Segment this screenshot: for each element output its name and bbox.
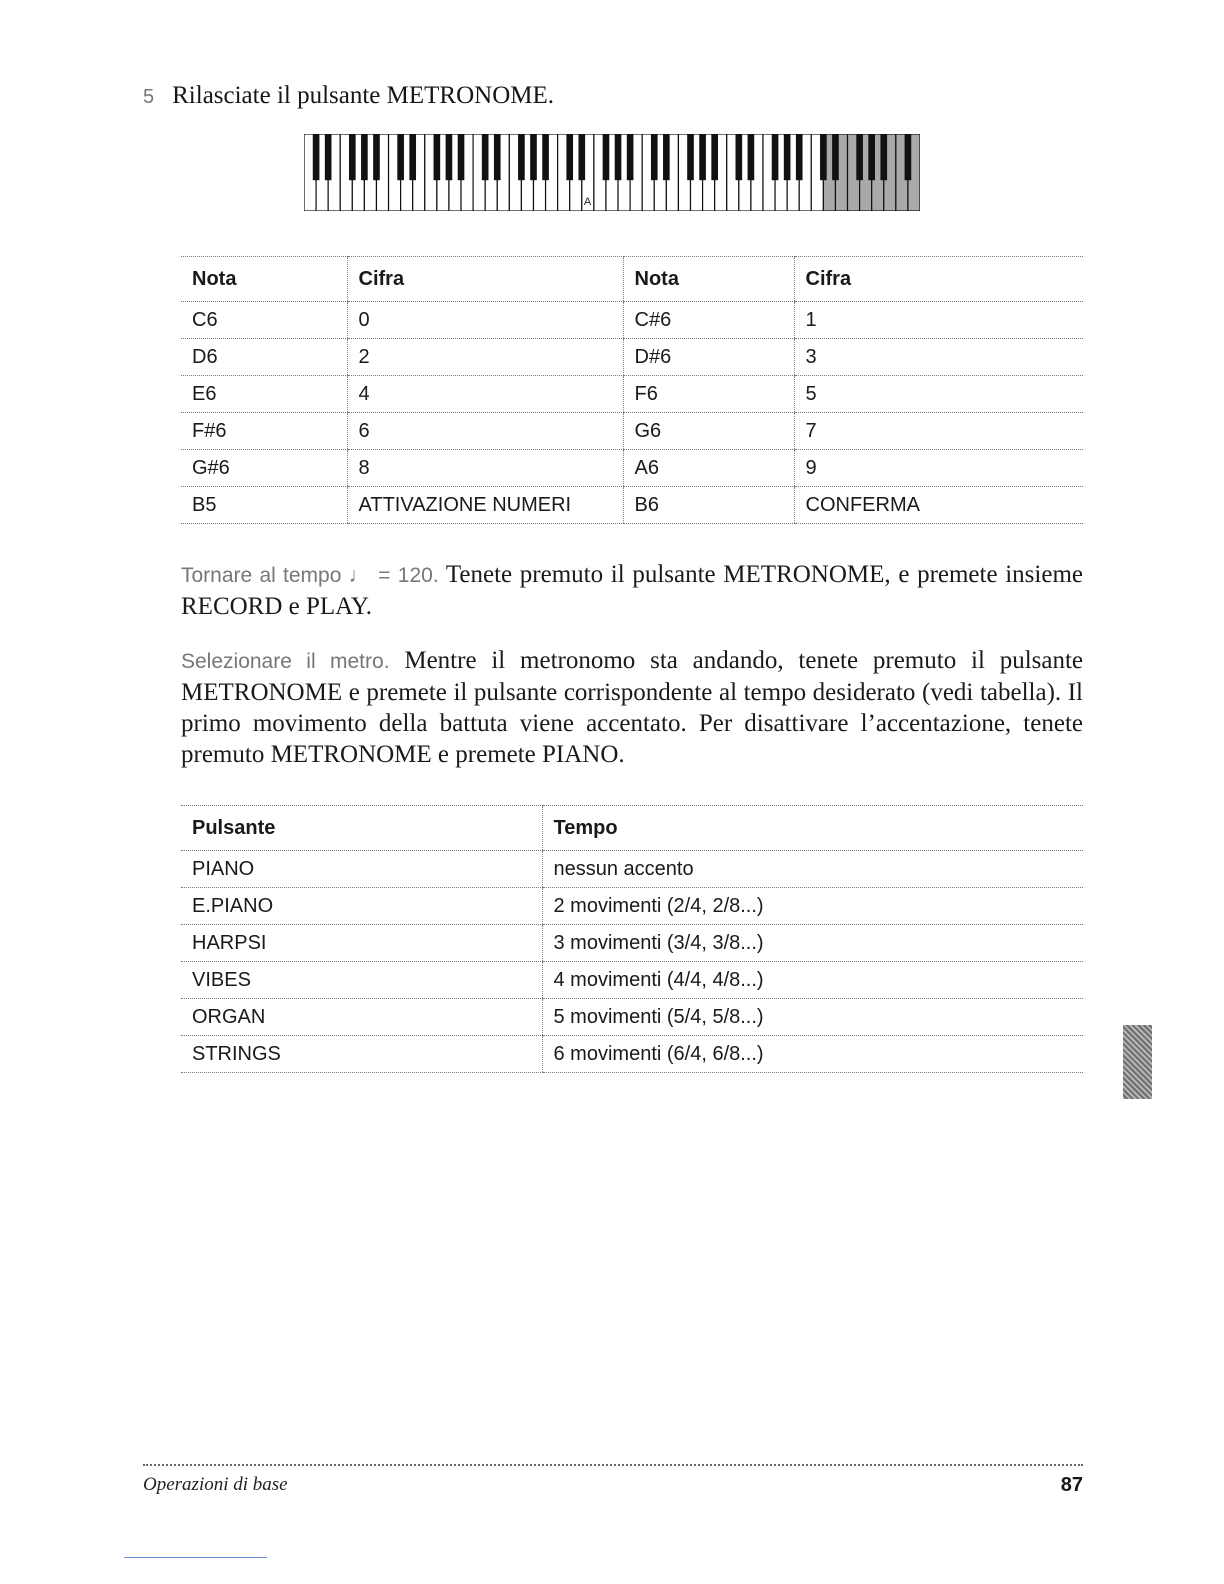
black-key (699, 134, 706, 180)
black-key (446, 134, 453, 180)
black-key (578, 134, 585, 180)
black-key (820, 134, 827, 180)
notes-table (181, 256, 1083, 524)
black-key (736, 134, 743, 180)
black-key (868, 134, 875, 180)
table-row (181, 925, 1083, 962)
table-cell: 7 (794, 413, 1083, 450)
black-key (361, 134, 368, 180)
footer-section-title: Operazioni di base (143, 1474, 288, 1495)
black-key (530, 134, 537, 180)
black-key (880, 134, 887, 180)
table-cell: C6 (181, 302, 347, 339)
black-key (796, 134, 803, 180)
table-cell: 4 (347, 376, 623, 413)
header-cifra: Cifra (347, 257, 623, 302)
table-cell: PIANO (181, 851, 542, 888)
black-key (458, 134, 465, 180)
table-cell: 2 (347, 339, 623, 376)
black-key (615, 134, 622, 180)
table-cell: 5 movimenti (5/4, 5/8...) (542, 999, 1083, 1036)
step-5 (143, 82, 554, 110)
table-cell: 9 (794, 450, 1083, 487)
table-cell: 5 (794, 376, 1083, 413)
black-key (772, 134, 779, 180)
paragraph-body: Mentre il metronomo sta andando, tenete premuto il pulsante METRONOME e premete il pulsante corrispondente al tempo desiderato (vedi tabella). Il primo movimento della battuta viene accentato. Per disattivare l’accentazione, tenete premuto METRONOME e premete PIANO. (181, 647, 1084, 768)
table-cell: E6 (181, 376, 347, 413)
header-pulsante: Pulsante (181, 806, 542, 851)
table-row (181, 413, 1083, 450)
black-key (748, 134, 755, 180)
table-cell: A6 (623, 450, 794, 487)
header-cifra-2: Cifra (794, 257, 1083, 302)
tempo-table (181, 805, 1083, 1073)
table-cell: 1 (794, 302, 1083, 339)
black-key (542, 134, 549, 180)
table-cell: 6 movimenti (6/4, 6/8...) (542, 1036, 1083, 1073)
table-cell: nessun accento (542, 851, 1083, 888)
black-key (313, 134, 320, 180)
black-key (566, 134, 573, 180)
black-key (482, 134, 489, 180)
table-row (181, 450, 1083, 487)
table-cell: 3 (794, 339, 1083, 376)
black-key (325, 134, 332, 180)
black-key (905, 134, 912, 180)
black-key (856, 134, 863, 180)
table-cell: G6 (623, 413, 794, 450)
black-key (832, 134, 839, 180)
black-key (494, 134, 501, 180)
black-key (651, 134, 658, 180)
table-row (181, 962, 1083, 999)
keyboard-diagram (304, 134, 920, 211)
table-row (181, 487, 1083, 524)
table-cell: D#6 (623, 339, 794, 376)
table-cell: B6 (623, 487, 794, 524)
paragraph-select-meter (181, 645, 1083, 770)
table-row (181, 339, 1083, 376)
table-cell: 3 movimenti (3/4, 3/8...) (542, 925, 1083, 962)
paragraph-body: Tenete premuto il pulsante METRONOME, e premete insieme RECORD e PLAY. (181, 561, 1083, 620)
black-key (349, 134, 356, 180)
black-key (784, 134, 791, 180)
header-nota: Nota (181, 257, 347, 302)
black-key (518, 134, 525, 180)
paragraph-lead: Selezionare il metro. (181, 650, 390, 673)
table-row (181, 999, 1083, 1036)
tempo-table-header (181, 806, 1083, 851)
keyboard-marker-label: A (583, 196, 592, 208)
table-cell: VIBES (181, 962, 542, 999)
table-row (181, 1036, 1083, 1073)
table-cell: CONFERMA (794, 487, 1083, 524)
footer-divider (143, 1464, 1083, 1466)
paragraph-default-tempo (181, 559, 1083, 622)
black-key (397, 134, 404, 180)
header-tempo: Tempo (542, 806, 1083, 851)
bottom-rule (124, 1557, 267, 1558)
table-cell: E.PIANO (181, 888, 542, 925)
table-row (181, 888, 1083, 925)
table-row (181, 851, 1083, 888)
table-cell: STRINGS (181, 1036, 542, 1073)
table-cell: F#6 (181, 413, 347, 450)
table-cell: ATTIVAZIONE NUMERI (347, 487, 623, 524)
notes-table-header (181, 257, 1083, 302)
black-key (409, 134, 416, 180)
page-number: 87 (1060, 1474, 1083, 1496)
chapter-tab-marker (1123, 1025, 1152, 1099)
step-text: Rilasciate il pulsante METRONOME. (172, 82, 555, 109)
table-cell: 4 movimenti (4/4, 4/8...) (542, 962, 1083, 999)
paragraph-lead: Tornare al tempo ♩ = 120. (181, 564, 439, 587)
header-nota-2: Nota (623, 257, 794, 302)
table-row (181, 376, 1083, 413)
table-cell: 2 movimenti (2/4, 2/8...) (542, 888, 1083, 925)
black-key (663, 134, 670, 180)
table-cell: D6 (181, 339, 347, 376)
table-cell: 0 (347, 302, 623, 339)
table-cell: HARPSI (181, 925, 542, 962)
table-cell: G#6 (181, 450, 347, 487)
table-cell: ORGAN (181, 999, 542, 1036)
black-key (373, 134, 380, 180)
table-cell: F6 (623, 376, 794, 413)
black-key (627, 134, 634, 180)
table-cell: 8 (347, 450, 623, 487)
table-row (181, 302, 1083, 339)
table-cell: C#6 (623, 302, 794, 339)
black-key (711, 134, 718, 180)
table-cell: 6 (347, 413, 623, 450)
black-key (603, 134, 610, 180)
table-cell: B5 (181, 487, 347, 524)
black-key (687, 134, 694, 180)
step-number: 5 (143, 86, 155, 108)
black-key (434, 134, 441, 180)
